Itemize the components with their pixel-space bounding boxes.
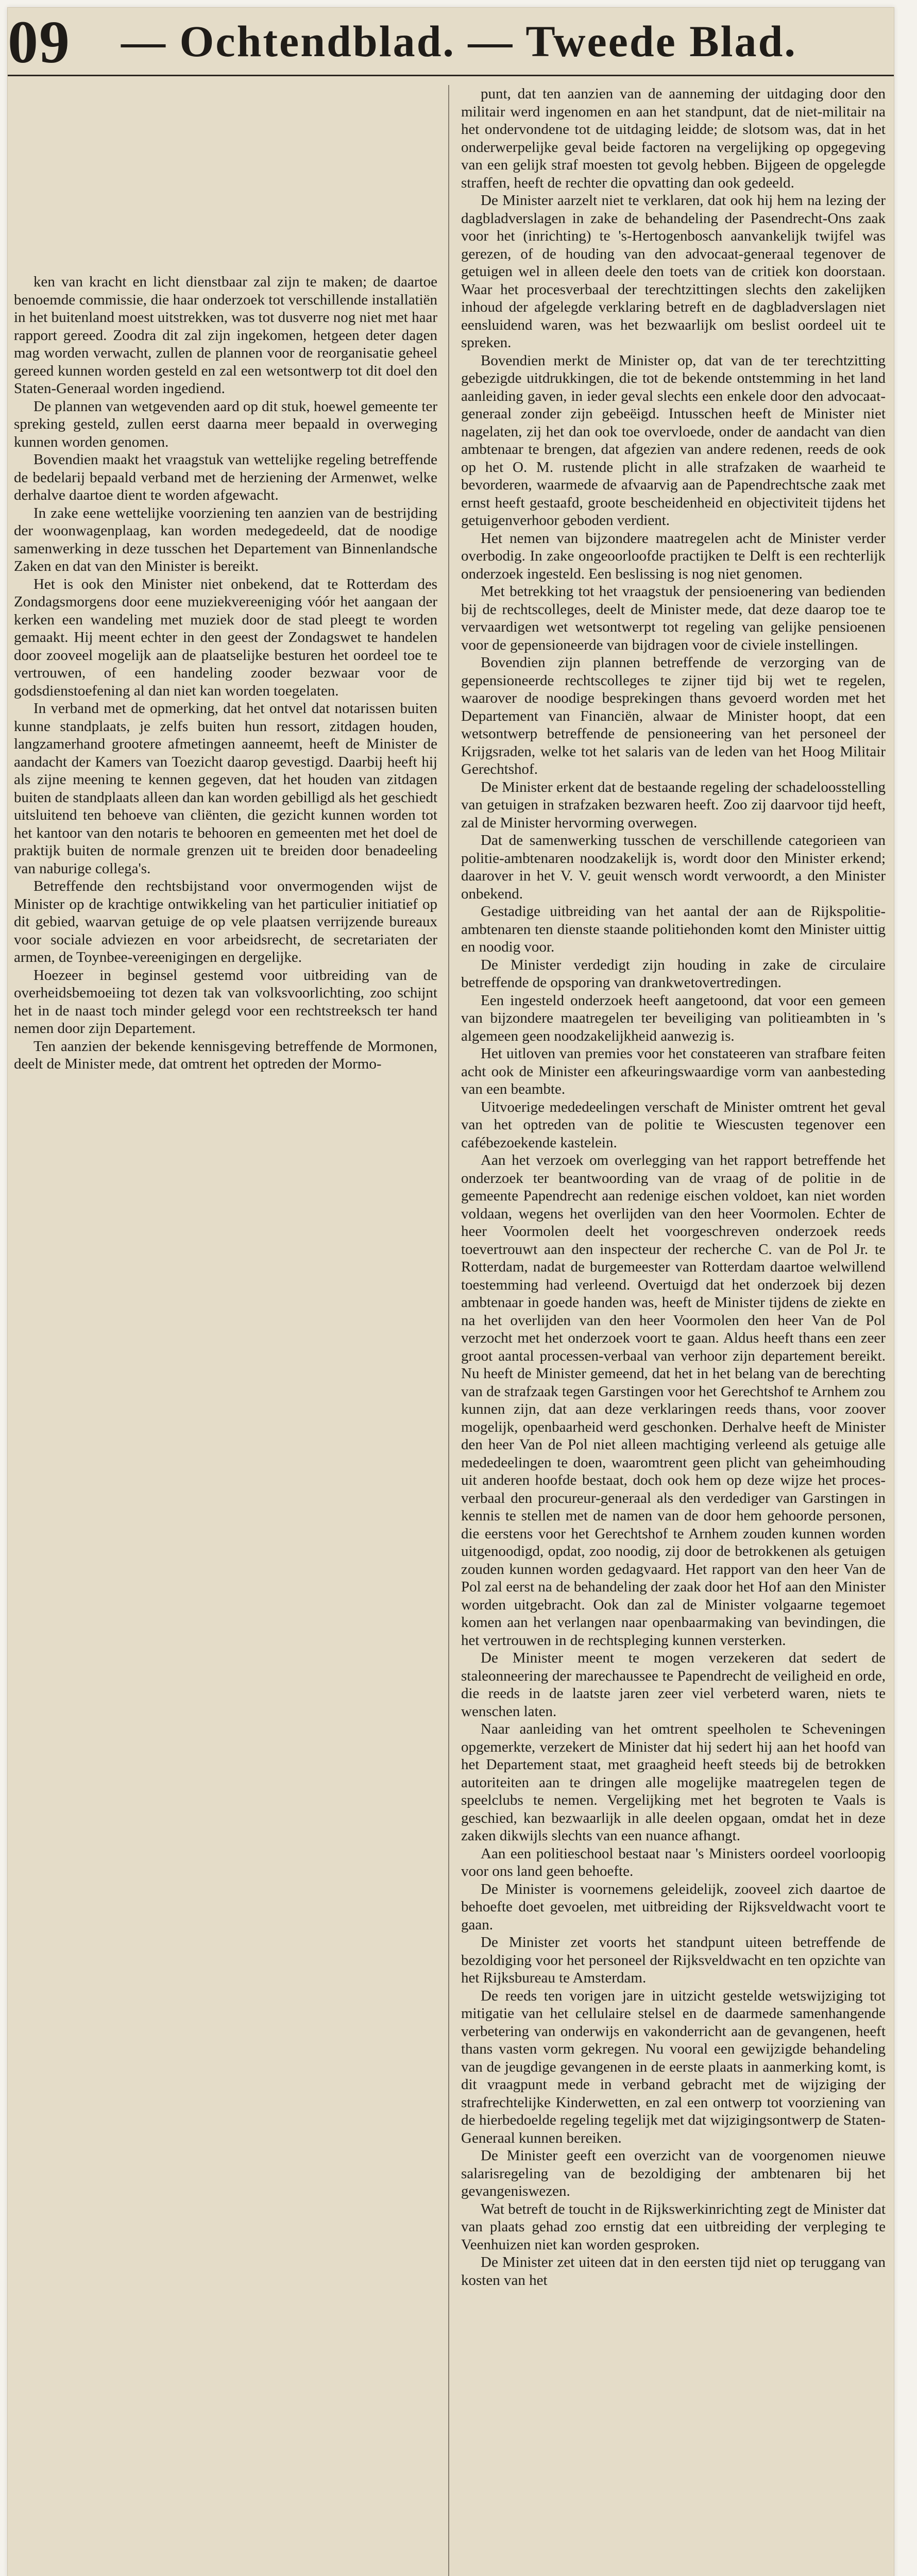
paragraph: Bovendien merkt de Minister op, dat van de ter terechtzitting gebezigde uitdrukkingen, die tot de bekende ontstemming in het land aanleiding gaven, in ieder geval slechts een enkele door den advocaat-generaal zonder zijn gebeëigd. Intusschen heeft de Minister niet nagelaten, zij het dan ook toe overvloede, onder de aandacht van dien ambtenaar te brengen, dat afgezien van andere redenen, reeds de ook op het O. M. rustende plicht in alle strafzaken de waarheid te bevorderen, waarmede de afvaarvig aan de Papendrechtsche zaak met ernst heeft gestaafd, groote bescheidenheid en objectiviteit tijdens het getuigenverhoor geboden verdient. xyxy=(461,352,886,529)
paragraph: De reeds ten vorigen jare in uitzicht gestelde wetswijziging tot mitigatie van het cellulaire stelsel en de daarmede samenhangende verbetering van onderwijs en vakonderricht aan de gevangenen, heeft thans vasten vorm gekregen. Nu vooral een gewijzigde behandeling van de jeugdige gevangenen in de eerste plaats in aanmerking komt, is dit vraagpunt mede in verband gebracht met de wijziging der strafrechtelijke Kinderwetten, en zal een ontwerp tot voorziening van de hierbedoelde regeling tegelijk met dat wijzigingsontwerp de Staten-Generaal kunnen bereiken. xyxy=(461,1987,886,2146)
paragraph: Wat betreft de toucht in de Rijkswerkinrichting zegt de Minister dat van plaats gehad zoo ernstig dat een uitbreiding der verpleging te Veenhuizen niet kan worden gesproken. xyxy=(461,2200,886,2253)
left-column xyxy=(14,273,437,1870)
paragraph: De Minister geeft een overzicht van de voorgenomen nieuwe salarisregeling van de bezoldiging der ambtenaren bij het gevangeniswezen. xyxy=(461,2147,886,2199)
paragraph: Gestadige uitbreiding van het aantal der aan de Rijkspolitie-ambtenaren ten dienste staande politiehonden komt den Minister uittig en noodig voor. xyxy=(461,903,886,955)
paragraph: Het nemen van bijzondere maatregelen acht de Minister verder overbodig. In zake ongeoorloofde practijken te Delft is een rechterlijk onderzoek ingesteld. Een beslissing is nog niet genomen. xyxy=(461,530,886,582)
paragraph: Ten aanzien der bekende kennisgeving betreffende de Mormonen, deelt de Minister mede, dat omtrent het optreden der Mormo- xyxy=(14,1038,437,1072)
paragraph: punt, dat ten aanzien van de aanneming der uitdaging door den militair werd ingenomen en aan het standpunt, dat de niet-militair na het ondervondene tot de uitdaging leidde; de slotsom was, dat in het onderwerpelijke geval beide factoren na vergelijking op opgegeving van een gelijk straf moesten tot gevolg hebben. Bijgeen de opgelegde straffen, heeft de rechter die opvatting dan ook gedeeld. xyxy=(461,86,886,191)
paragraph: De Minister zet uiteen dat in den eersten tijd niet op teruggang van kosten van het xyxy=(461,2254,886,2289)
newspaper-clipping xyxy=(7,7,894,2576)
paragraph: Hoezeer in beginsel gestemd voor uitbreiding van de overheidsbemoeiing tot dezen tak van volksvoorlichting, zoo schijnt het in de naast toch minder gelegd voor een rechtstreeksch ter hand nemen door zijn Departement. xyxy=(14,967,437,1037)
paragraph: Naar aanleiding van het omtrent speelholen te Scheveningen opgemerkte, verzekert de Minister dat hij sedert hij aan het hoofd van het Departement staat, met graagheid heeft steeds bij de betrokken autoriteiten aan te dringen alle mogelijke maatregelen tegen de speelclubs te nemen. Vergelijking met het begroten te Vaals is geschied, kan bezwaarlijk in alle deelen opgaan, omdat het in deze zaken dikwijls slechts van een nuance afhangt. xyxy=(461,1721,886,1844)
paragraph: In zake eene wettelijke voorziening ten aanzien van de bestrijding der woonwagenplaag, kan worden medegedeeld, dat de noodige samenwerking in deze tusschen het Departement van Binnenlandsche Zaken en dat van den Minister is bereikt. xyxy=(14,504,437,574)
paragraph: Het is ook den Minister niet onbekend, dat te Rotterdam des Zondagsmorgens door eene muziekvereeniging vóór het aangaan der kerken een wandeling met muziek door de stad pleegt te worden gemaakt. Hij meent echter in den geest der Zondagswet te handelen door zooveel mogelijk aan de plaatselijke besturen het oordeel toe te vertrouwen, of een handeling zooder bezwaar voor de godsdienstoefening al dan niet kan worden toegelaten. xyxy=(14,575,437,699)
paragraph: Aan een politieschool bestaat naar 's Ministers oordeel voorloopig voor ons land geen behoefte. xyxy=(461,1845,886,1879)
paragraph: Aan het verzoek om overlegging van het rapport betreffende het onderzoek ter beantwoording van de vraag of de politie in de gemeente Papendrecht aan redenige eischen voldoet, kan niet worden voldaan, wegens het overlijden van den heer Voormolen. Echter de heer Voormolen deelt het voorgeschreven onderzoek reeds toevertrouwt aan den inspecteur der recherche C. van de Pol Jr. te Rotterdam, nadat de burgemeester van Rotterdam daartoe welwillend toestemming had verleend. Overtuigd dat het onderzoek bij dezen ambtenaar in goede handen was, heeft de Minister tijdens de ziekte en na het overlijden van den heer Voormolen den heer Van de Pol verzocht met het onderzoek voort te gaan. Aldus heeft thans een zeer groot aantal processen-verbaal van verhoor zijn departement bereikt. Nu heeft de Minister gemeend, dat het in het belang van de berechting van de strafzaak tegen Garstingen voor het Gerechtshof te Arnhem zou kunnen zijn, dat aan deze verklaringen reeds thans, voor zoover mogelijk, openbaarheid werd geschonken. Derhalve heeft de Minister den heer Van de Pol niet alleen machtiging verleend als getuige alle mededeelingen te doen, waaromtrent geen plicht van geheimhouding uit anderen hoofde bestaat, doch ook hem op deze wijze het proces-verbaal den procureur-generaal als den verdediger van Garstingen in kennis te stellen met de namen van de door hem gehoorde personen, die eerstens voor het Gerechtshof te Arnhem zouden kunnen worden uitgenoodigd, opdat, zoo noodig, zij door de betrokkenen als getuigen zouden kunnen worden gedagvaard. Het rapport van den heer Van de Pol zal eerst na de behandeling der zaak door het Hof aan den Minister worden uitgebracht. Ook dan zal de Minister volgaarne tegemoet komen aan het verlangen naar openbaarmaking van bevindingen, die het vertrouwen in de rechtspleging kunnen versterken. xyxy=(461,1152,886,1649)
paragraph: Uitvoerige mededeelingen verschaft de Minister omtrent het geval van het optreden van de politie te Wiescusten tegenover een cafébezoekende kastelein. xyxy=(461,1098,886,1151)
paragraph: Een ingesteld onderzoek heeft aangetoond, dat voor een gemeen van bijzondere maatregelen ter beveiliging van politieambten in 's algemeen geen noodzakelijkheid aanwezig is. xyxy=(461,992,886,1044)
right-column xyxy=(461,85,886,2576)
paragraph: De Minister erkent dat de bestaande regeling der schadeloosstelling van getuigen in strafzaken bezwaren heeft. Zoo zij daarvoor tijd heeft, zal de Minister hervorming overwegen. xyxy=(461,778,886,831)
paragraph: Betreffende den rechtsbijstand voor onvermogenden wijst de Minister op de krachtige ontwikkeling van het particulier initiatief op dit gebied, waarvan getuige de op vele plaatsen verrijzende bureaux voor sociale adviezen en voor arbeidsrecht, de secretariaten der armen, de Toynbee-vereenigingen en dergelijke. xyxy=(14,878,437,965)
paragraph: De Minister meent te mogen verzekeren dat sedert de staleonneering der marechaussee te Papendrecht de veiligheid en orde, die reeds in de laatste jaren zeer viel verbeterd waren, niets te wenschen laten. xyxy=(461,1650,886,1720)
paragraph: Het uitloven van premies voor het constateeren van strafbare feiten acht ook de Minister een afkeuringswaardige vorm van aanbesteding van een beambte. xyxy=(461,1045,886,1097)
paragraph: Bovendien maakt het vraagstuk van wettelijke regeling betreffende de bedelarij bepaald verband met de herziening der Armenwet, welke derhalve daartoe dient te worden afgewacht. xyxy=(14,451,437,503)
paragraph: Bovendien zijn plannen betreffende de verzorging van de gepensioneerde rechtscolleges te zijner tijd bij wet te regelen, waarover de noodige besprekingen thans gevoerd worden met het Departement van Financiën, alwaar de Minister hoopt, dat een wetsontwerp betreffende de pensioneering van het personeel der Krijgsraden, welke tot het salaris van de leden van het Hoog Militair Gerechtshof. xyxy=(461,654,886,777)
masthead xyxy=(8,8,894,76)
paragraph: ken van kracht en licht dienstbaar zal zijn te maken; de daartoe benoemde commissie, die haar onderzoek tot verschillende installatiën in het buitenland moest uitstrekken, was tot dusverre nog niet met haar rapport gereed. Zoodra dit zal zijn ingekomen, hetgeen deter dagen mag worden verwacht, zullen de plannen voor de reorganisatie geheel gereed kunnen worden gesteld en zal een wetsontwerp tot dit doel den Staten-Generaal worden ingediend. xyxy=(14,274,437,397)
paragraph: De Minister verdedigt zijn houding in zake de circulaire betreffende de opsporing van drankwetovertredingen. xyxy=(461,956,886,991)
column-divider xyxy=(448,85,449,2576)
page-number: 09 xyxy=(8,8,71,76)
paragraph: De Minister aarzelt niet te verklaren, dat ook hij hem na lezing der dagbladverslagen in zake de behandeling der Pasendrecht-Ons zaak voor het (inrichting) te 's-Hertogenbosch aanvankelijk twijfel was gerezen, of de houding van den advocaat-generaal tegenover de getuigen wel in alleen deele den toets van de critiek kon doorstaan. Waar het procesverbaal der terechtzittingen slechts den zakelijken inhoud der afgelegde verklaring betreft en de dagbladverslagen niet eensluidend waren, was het bezwaarlijk om beslist oordeel uit te spreken. xyxy=(461,192,886,351)
paragraph: De plannen van wetgevenden aard op dit stuk, hoewel gemeente ter spreking gesteld, zullen eerst daarna meer bepaald in overweging kunnen worden genomen. xyxy=(14,398,437,450)
paragraph: Met betrekking tot het vraagstuk der pensioenering van bedienden bij de rechtscolleges, deelt de Minister mede, dat deze daarop toe te vervaardigen wet wetsontwerpt tot regeling van gelijke pensioenen voor de gepensioneerde van bijdragen voor de civiele instellingen. xyxy=(461,583,886,653)
paragraph: De Minister zet voorts het standpunt uiteen betreffende de bezoldiging voor het personeel der Rijksveldwacht en ten opzichte van het Rijksbureau te Amsterdam. xyxy=(461,1934,886,1986)
section-title: — Ochtendblad. — Tweede Blad. xyxy=(121,16,797,66)
paragraph: Dat de samenwerking tusschen de verschillende categorieen van politie-ambtenaren noodzakelijk is, wordt door den Minister erkend; daarover in het V. V. geuit wensch wordt verwoordt, a den Minister onbekend. xyxy=(461,832,886,902)
paragraph: In verband met de opmerking, dat het ontvel dat notarissen buiten kunne standplaats, je zelfs buiten hun ressort, zitdagen houden, langzamerhand grootere afmetingen aanneemt, heeft de Minister de aandacht der Kamers van Toezicht daarop gevestigd. Daarbij heeft hij als zijne meening te kennen gegeven, dat het houden van zitdagen buiten de standplaats alleen dan kan worden gebilligd als het geschiedt uitsluitend ten behoeve van cliënten, die gezicht kunnen worden tot het kantoor van den notaris te behooren en gemeenten met het doel de praktijk buiten de normale grenzen uit te breiden door benadeeling van naburige collega's. xyxy=(14,700,437,877)
paragraph: De Minister is voornemens geleidelijk, zooveel zich daartoe de behoefte doet gevoelen, met uitbreiding der Rijksveldwacht voort te gaan. xyxy=(461,1880,886,1933)
